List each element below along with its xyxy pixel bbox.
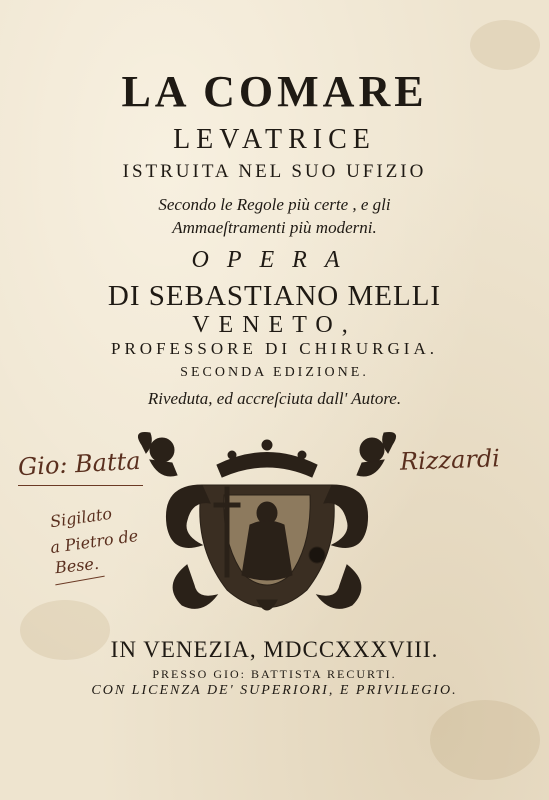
handwritten-note-line-1: Sigilato bbox=[48, 503, 114, 532]
title-main: LA COMARE bbox=[121, 67, 428, 116]
revision-line: Riveduta, ed accreſciuta dall' Autore. bbox=[147, 389, 402, 408]
paper-stain bbox=[430, 700, 540, 780]
paper-stain bbox=[470, 20, 540, 70]
imprint-printer: PRESSO GIO: BATTISTA RECURTI. bbox=[152, 667, 397, 681]
imprint-license: CON LICENZA DE' SUPERIORI, E PRIVILEGIO. bbox=[91, 683, 458, 698]
handwritten-note-line-3: Bese. bbox=[54, 553, 100, 578]
author-origin: VENETO, bbox=[192, 312, 357, 338]
edition-line: SECONDA EDIZIONE. bbox=[180, 365, 369, 380]
opera-label: OPERA bbox=[191, 247, 358, 273]
subtitle-line-1: Secondo le Regole più certe , e gli bbox=[158, 195, 391, 214]
imprint-place-year: IN VENEZIA, MDCCXXXVIII. bbox=[110, 637, 439, 662]
handwritten-owner-left: Gio: Batta bbox=[17, 446, 142, 482]
subtitle-line-2: Ammaeſtramenti più moderni. bbox=[172, 218, 377, 237]
woodcut-ornament bbox=[132, 425, 402, 620]
author-profession: PROFESSORE DI CHIRURGIA. bbox=[111, 339, 438, 358]
title-second: LEVATRICE bbox=[173, 124, 376, 155]
author-name: DI SEBASTIANO MELLI bbox=[107, 280, 442, 312]
handwritten-owner-right: Rizzardi bbox=[399, 444, 501, 476]
handwritten-note-line-2: a Pietro de bbox=[49, 525, 140, 558]
title-third: ISTRUITA NEL SUO UFIZIO bbox=[122, 161, 427, 182]
handwritten-underline bbox=[18, 485, 143, 486]
handwritten-flourish bbox=[55, 576, 104, 586]
